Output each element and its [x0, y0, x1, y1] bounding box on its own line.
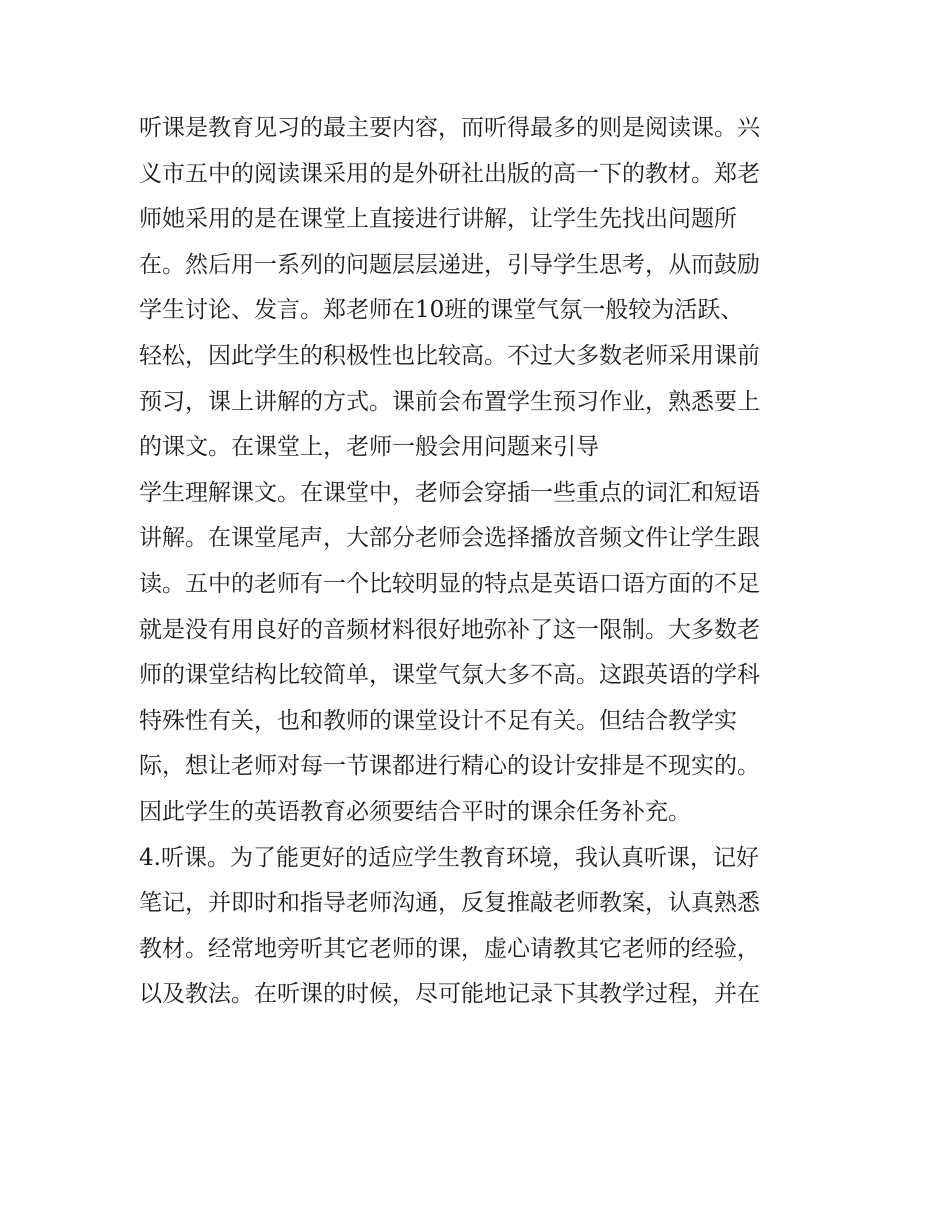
- text-line: 4.听课。为了能更好的适应学生教育环境，我认真听课，记好: [139, 844, 759, 871]
- text-line: 学生理解课文。在课堂中，老师会穿插一些重点的词汇和短语: [139, 479, 760, 506]
- text-line: 义市五中的阅读课采用的是外研社出版的高一下的教材。郑老: [139, 160, 760, 187]
- text-line: 师的课堂结构比较简单，课堂气氛大多不高。这跟英语的学科: [139, 662, 760, 689]
- text-line: 学生讨论、发言。郑老师在10班的课堂气氛一般较为活跃、: [139, 297, 744, 324]
- text-line: 讲解。在课堂尾声，大部分老师会选择播放音频文件让学生跟: [139, 525, 760, 552]
- text-line: 际，想让老师对每一节课都进行精心的设计安排是不现实的。: [139, 753, 760, 780]
- text-line: 以及教法。在听课的时候，尽可能地记录下其教学过程，并在: [139, 981, 760, 1008]
- text-line: 轻松，因此学生的积极性也比较高。不过大多数老师采用课前: [139, 342, 760, 369]
- text-line: 就是没有用良好的音频材料很好地弥补了这一限制。大多数老: [139, 616, 760, 643]
- body-text: [139, 106, 819, 1018]
- text-line: 笔记，并即时和指导老师沟通，反复推敲老师教案，认真熟悉: [139, 890, 760, 917]
- text-line: 特殊性有关，也和教师的课堂设计不足有关。但结合教学实: [139, 707, 737, 734]
- text-line: 的课文。在课堂上，老师一般会用问题来引导: [139, 434, 599, 461]
- text-line: 师她采用的是在课堂上直接进行讲解，让学生先找出问题所: [139, 206, 737, 233]
- text-line: 教材。经常地旁听其它老师的课，虚心请教其它老师的经验，: [139, 935, 760, 962]
- text-line: 听课是教育见习的最主要内容，而听得最多的则是阅读课。兴: [139, 115, 760, 141]
- text-line: 读。五中的老师有一个比较明显的特点是英语口语方面的不足: [139, 570, 760, 597]
- text-line: 预习，课上讲解的方式。课前会布置学生预习作业，熟悉要上: [139, 388, 760, 415]
- text-line: 因此学生的英语教育必须要结合平时的课余任务补充。: [139, 798, 691, 825]
- text-line: 在。然后用一系列的问题层层递进，引导学生思考，从而鼓励: [139, 251, 760, 278]
